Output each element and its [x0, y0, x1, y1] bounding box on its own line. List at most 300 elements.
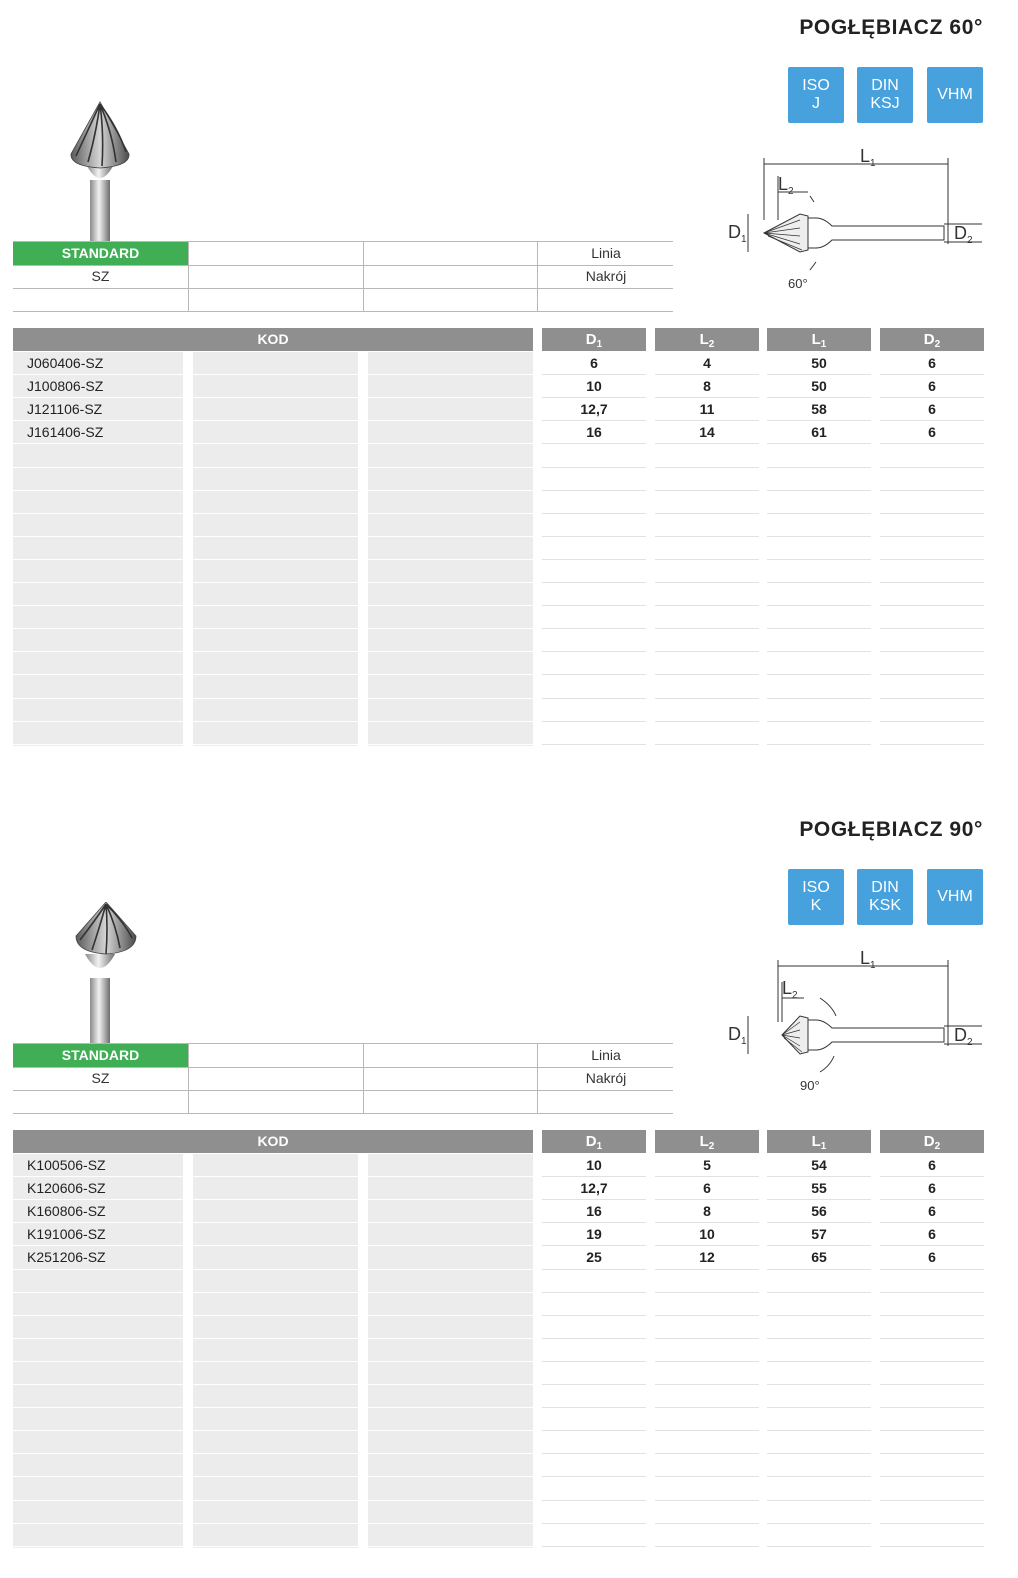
row-divider: [193, 1176, 358, 1177]
row-divider: [655, 1407, 759, 1408]
row-divider: [655, 1269, 759, 1270]
row-divider: [880, 1384, 984, 1385]
cut-code: SZ: [91, 1070, 110, 1086]
info-table: [13, 241, 673, 311]
row-divider: [767, 1384, 871, 1385]
row-divider: [368, 1430, 533, 1431]
row-divider: [368, 605, 533, 606]
section-title: POGŁĘBIACZ 60°: [799, 16, 983, 39]
row-divider: [880, 1453, 984, 1454]
l1-label: $L_1$: [860, 948, 876, 971]
row-divider: [368, 420, 533, 421]
row-divider: [193, 397, 358, 398]
countersink-60-bur-icon: [60, 100, 140, 242]
info-cell: [363, 265, 538, 288]
info-row: [13, 1067, 673, 1091]
row-divider: [13, 513, 183, 514]
l1-header: $L_1$: [767, 328, 871, 351]
badge-line: KSJ: [870, 95, 900, 112]
d1-value: 10: [586, 378, 602, 394]
product-code: J100806-SZ: [27, 378, 104, 394]
d1-value: 25: [586, 1249, 602, 1265]
row-divider: [368, 513, 533, 514]
angle-label: 60°: [788, 276, 808, 291]
row-divider: [13, 1361, 183, 1362]
row-divider: [13, 1500, 183, 1501]
cut-code: SZ: [91, 268, 110, 284]
info-cell: [13, 1090, 188, 1113]
empty-column: [193, 352, 358, 746]
row-divider: [542, 1523, 646, 1524]
row-divider: [767, 1523, 871, 1524]
l2-value: 11: [699, 401, 715, 417]
row-divider: [193, 1430, 358, 1431]
info-cell: [363, 1067, 538, 1090]
l2-value: 5: [703, 1157, 711, 1173]
row-divider: [767, 1292, 871, 1293]
row-divider: [655, 1361, 759, 1362]
d1-value: 10: [586, 1157, 602, 1173]
row-divider: [880, 582, 984, 583]
info-row: [13, 1090, 673, 1114]
row-divider: [767, 605, 871, 606]
section-title: POGŁĘBIACZ 90°: [799, 818, 983, 841]
row-divider: [880, 744, 984, 745]
info-cell: [188, 265, 364, 288]
row-divider: [767, 1361, 871, 1362]
row-divider: [542, 698, 646, 699]
row-divider: [880, 605, 984, 606]
d2-value: 6: [928, 424, 936, 440]
row-divider: [368, 1245, 533, 1246]
row-divider: [368, 1476, 533, 1477]
row-divider: [368, 1176, 533, 1177]
l2-label: $L_2$: [778, 174, 794, 197]
row-divider: [193, 1523, 358, 1524]
row-divider: [193, 490, 358, 491]
row-divider: [368, 536, 533, 537]
row-divider: [880, 1523, 984, 1524]
empty-column: [368, 1154, 533, 1548]
product-code: K120606-SZ: [27, 1180, 106, 1196]
row-divider: [13, 1523, 183, 1524]
l1-value: 54: [811, 1157, 827, 1173]
row-divider: [13, 698, 183, 699]
row-divider: [542, 1315, 646, 1316]
l2-value: 10: [699, 1226, 715, 1242]
d2-label: $D_2$: [954, 1025, 973, 1048]
row-divider: [368, 1546, 533, 1547]
l1-value: 57: [811, 1226, 827, 1242]
d2-value: 6: [928, 1157, 936, 1173]
row-divider: [368, 1453, 533, 1454]
row-divider: [542, 559, 646, 560]
badge-line: KSK: [868, 897, 901, 914]
iso-badge: [788, 67, 844, 123]
row-divider: [767, 559, 871, 560]
row-divider: [880, 1430, 984, 1431]
row-divider: [542, 1361, 646, 1362]
linia-label: Linia: [537, 1044, 674, 1067]
l1-label: $L_1$: [860, 146, 876, 169]
row-divider: [368, 443, 533, 444]
badge-group: [788, 869, 988, 926]
row-divider: [368, 1199, 533, 1200]
row-divider: [13, 1384, 183, 1385]
vhm-badge: [927, 869, 983, 925]
row-divider: [13, 1315, 183, 1316]
row-divider: [193, 1500, 358, 1501]
row-divider: [13, 1338, 183, 1339]
row-divider: [767, 744, 871, 745]
l1-value: 50: [811, 355, 827, 371]
row-divider: [13, 536, 183, 537]
product-section-60: [0, 0, 1018, 760]
row-divider: [767, 1315, 871, 1316]
badge-line: VHM: [937, 888, 973, 905]
row-divider: [655, 1292, 759, 1293]
row-divider: [368, 651, 533, 652]
l2-value: 4: [703, 355, 711, 371]
row-divider: [368, 1407, 533, 1408]
row-divider: [193, 1245, 358, 1246]
row-divider: [655, 1384, 759, 1385]
badge-line: VHM: [937, 86, 973, 103]
row-divider: [655, 1523, 759, 1524]
row-divider: [368, 1292, 533, 1293]
product-section-90: [0, 802, 1018, 1562]
row-divider: [13, 1430, 183, 1431]
row-divider: [542, 674, 646, 675]
row-divider: [880, 1315, 984, 1316]
row-divider: [655, 467, 759, 468]
row-divider: [542, 513, 646, 514]
row-divider: [13, 559, 183, 560]
d2-value: 6: [928, 378, 936, 394]
row-divider: [655, 582, 759, 583]
product-code: K160806-SZ: [27, 1203, 106, 1219]
l2-value: 6: [703, 1180, 711, 1196]
row-divider: [880, 513, 984, 514]
row-divider: [880, 698, 984, 699]
row-divider: [193, 1292, 358, 1293]
row-divider: [542, 1500, 646, 1501]
product-code: J060406-SZ: [27, 355, 104, 371]
row-divider: [193, 536, 358, 537]
d2-value: 6: [928, 1249, 936, 1265]
row-divider: [193, 721, 358, 722]
row-divider: [13, 582, 183, 583]
row-divider: [542, 1407, 646, 1408]
row-divider: [368, 467, 533, 468]
d1-value: 16: [586, 424, 602, 440]
row-divider: [655, 1500, 759, 1501]
nakroj-label: Nakrój: [537, 265, 674, 288]
row-divider: [368, 1269, 533, 1270]
row-divider: [767, 536, 871, 537]
row-divider: [880, 1476, 984, 1477]
l1-value: 61: [811, 424, 827, 440]
row-divider: [655, 536, 759, 537]
product-table: [0, 1154, 1018, 1554]
product-code: J161406-SZ: [27, 424, 104, 440]
badge-line: K: [810, 897, 822, 914]
d1-value: 12,7: [580, 1180, 608, 1196]
info-cell: [537, 288, 674, 311]
d2-label: $D_2$: [954, 223, 973, 246]
kod-header: KOD: [13, 1130, 533, 1153]
row-divider: [368, 1361, 533, 1362]
row-divider: [13, 721, 183, 722]
row-divider: [13, 1546, 183, 1547]
badge-line: J: [812, 95, 820, 112]
l2-value: 12: [699, 1249, 715, 1265]
row-divider: [880, 1500, 984, 1501]
row-divider: [193, 1269, 358, 1270]
row-divider: [193, 744, 358, 745]
badge-line: DIN: [871, 77, 899, 94]
row-divider: [368, 374, 533, 375]
row-divider: [542, 467, 646, 468]
row-divider: [655, 1546, 759, 1547]
l2-header: $L_2$: [655, 1130, 759, 1153]
iso-badge: [788, 869, 844, 925]
countersink-90-bur-icon: [60, 902, 140, 1044]
row-divider: [655, 490, 759, 491]
l1-value: 58: [811, 401, 827, 417]
row-divider: [655, 744, 759, 745]
row-divider: [13, 1453, 183, 1454]
row-divider: [767, 513, 871, 514]
row-divider: [655, 605, 759, 606]
row-divider: [655, 1430, 759, 1431]
row-divider: [193, 582, 358, 583]
row-divider: [13, 674, 183, 675]
d2-value: 6: [928, 401, 936, 417]
badge-line: ISO: [802, 77, 830, 94]
row-divider: [368, 1500, 533, 1501]
d1-value: 19: [586, 1226, 602, 1242]
row-divider: [655, 628, 759, 629]
row-divider: [655, 1315, 759, 1316]
info-row: [13, 288, 673, 312]
row-divider: [542, 628, 646, 629]
row-divider: [655, 721, 759, 722]
row-divider: [880, 651, 984, 652]
product-code: K251206-SZ: [27, 1249, 106, 1265]
row-divider: [767, 721, 871, 722]
row-divider: [13, 651, 183, 652]
d2-value: 6: [928, 1226, 936, 1242]
row-divider: [542, 536, 646, 537]
product-code: J121106-SZ: [27, 401, 103, 417]
d1-header: $D_1$: [542, 328, 646, 351]
d1-value: 16: [586, 1203, 602, 1219]
row-divider: [542, 1546, 646, 1547]
row-divider: [368, 1315, 533, 1316]
row-divider: [193, 513, 358, 514]
d1-header: $D_1$: [542, 1130, 646, 1153]
d2-header: $D_2$: [880, 1130, 984, 1153]
empty-column: [368, 352, 533, 746]
row-divider: [542, 490, 646, 491]
row-divider: [880, 1269, 984, 1270]
row-divider: [880, 1407, 984, 1408]
row-divider: [767, 1338, 871, 1339]
row-divider: [13, 628, 183, 629]
row-divider: [368, 1384, 533, 1385]
row-divider: [767, 490, 871, 491]
dimension-diagram-90: [720, 942, 990, 1102]
row-divider: [13, 744, 183, 745]
vhm-badge: [927, 67, 983, 123]
row-divider: [13, 1269, 183, 1270]
row-divider: [193, 1407, 358, 1408]
info-row: [13, 265, 673, 289]
row-divider: [13, 1407, 183, 1408]
row-divider: [767, 651, 871, 652]
d2-value: 6: [928, 1203, 936, 1219]
info-cell: [363, 242, 538, 265]
row-divider: [193, 443, 358, 444]
row-divider: [655, 674, 759, 675]
row-divider: [767, 582, 871, 583]
row-divider: [767, 1546, 871, 1547]
d1-value: 12,7: [580, 401, 608, 417]
row-divider: [542, 582, 646, 583]
row-divider: [368, 628, 533, 629]
row-divider: [767, 674, 871, 675]
row-divider: [13, 490, 183, 491]
row-divider: [880, 467, 984, 468]
info-cell: [188, 1090, 364, 1113]
row-divider: [193, 1199, 358, 1200]
badge-group: [788, 67, 988, 124]
info-cell: [188, 288, 364, 311]
row-divider: [655, 1453, 759, 1454]
row-divider: [368, 490, 533, 491]
d1-label: $D_1$: [728, 222, 747, 245]
row-divider: [655, 1338, 759, 1339]
row-divider: [13, 467, 183, 468]
row-divider: [368, 582, 533, 583]
row-divider: [880, 674, 984, 675]
row-divider: [193, 1453, 358, 1454]
row-divider: [880, 721, 984, 722]
row-divider: [368, 1338, 533, 1339]
row-divider: [767, 1500, 871, 1501]
row-divider: [193, 698, 358, 699]
row-divider: [655, 651, 759, 652]
row-divider: [542, 1292, 646, 1293]
row-divider: [542, 744, 646, 745]
row-divider: [880, 628, 984, 629]
row-divider: [193, 674, 358, 675]
row-divider: [368, 1523, 533, 1524]
l2-label: $L_2$: [782, 978, 798, 1001]
angle-label: 90°: [800, 1078, 820, 1093]
row-divider: [767, 1476, 871, 1477]
standard-label: STANDARD: [13, 1044, 188, 1067]
row-divider: [193, 1361, 358, 1362]
row-divider: [13, 1476, 183, 1477]
row-divider: [193, 1476, 358, 1477]
badge-line: DIN: [871, 879, 899, 896]
info-cell: [13, 288, 188, 311]
info-cell: [188, 242, 364, 265]
row-divider: [542, 1384, 646, 1385]
row-divider: [193, 1315, 358, 1316]
d2-value: 6: [928, 1180, 936, 1196]
row-divider: [655, 559, 759, 560]
row-divider: [880, 1546, 984, 1547]
info-cell: [363, 1090, 538, 1113]
row-divider: [368, 744, 533, 745]
row-divider: [767, 1407, 871, 1408]
empty-column: [193, 1154, 358, 1548]
info-cell: [363, 288, 538, 311]
row-divider: [368, 674, 533, 675]
row-divider: [368, 397, 533, 398]
l2-value: 8: [703, 378, 711, 394]
row-divider: [368, 698, 533, 699]
l1-value: 55: [811, 1180, 827, 1196]
row-divider: [542, 1430, 646, 1431]
product-code: K100506-SZ: [27, 1157, 106, 1173]
row-divider: [880, 1338, 984, 1339]
row-divider: [767, 1430, 871, 1431]
row-divider: [767, 1453, 871, 1454]
d2-value: 6: [928, 355, 936, 371]
d1-label: $D_1$: [728, 1024, 747, 1047]
row-divider: [368, 721, 533, 722]
row-divider: [880, 1292, 984, 1293]
info-table: [13, 1043, 673, 1113]
row-divider: [193, 605, 358, 606]
l2-value: 8: [703, 1203, 711, 1219]
row-divider: [542, 1453, 646, 1454]
dimension-diagram-60: [720, 140, 990, 300]
badge-line: ISO: [802, 879, 830, 896]
row-divider: [368, 559, 533, 560]
row-divider: [193, 420, 358, 421]
row-divider: [767, 698, 871, 699]
row-divider: [880, 490, 984, 491]
row-divider: [655, 1476, 759, 1477]
standard-label: STANDARD: [13, 242, 188, 265]
row-divider: [767, 628, 871, 629]
product-code: K191006-SZ: [27, 1226, 106, 1242]
row-divider: [542, 1338, 646, 1339]
l1-value: 56: [811, 1203, 827, 1219]
row-divider: [193, 1222, 358, 1223]
l1-value: 50: [811, 378, 827, 394]
row-divider: [880, 536, 984, 537]
nakroj-label: Nakrój: [537, 1067, 674, 1090]
row-divider: [193, 651, 358, 652]
info-cell: [188, 1044, 364, 1067]
l1-header: $L_1$: [767, 1130, 871, 1153]
info-cell: [188, 1067, 364, 1090]
row-divider: [368, 1222, 533, 1223]
row-divider: [193, 1384, 358, 1385]
row-divider: [193, 628, 358, 629]
row-divider: [542, 651, 646, 652]
row-divider: [655, 513, 759, 514]
row-divider: [655, 698, 759, 699]
row-divider: [880, 559, 984, 560]
row-divider: [193, 1546, 358, 1547]
